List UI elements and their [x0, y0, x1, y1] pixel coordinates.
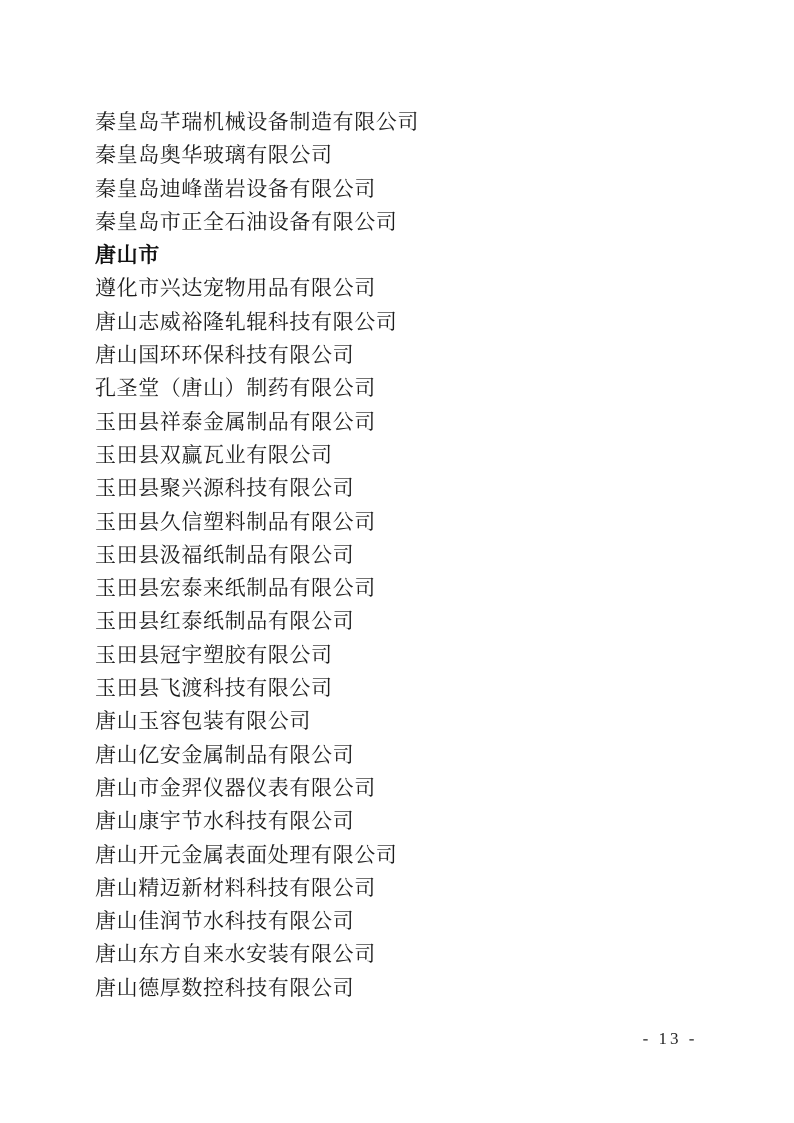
city-header: 唐山市	[95, 244, 160, 268]
company-name: 玉田县宏泰来纸制品有限公司	[95, 576, 376, 601]
company-name: 唐山国环环保科技有限公司	[95, 343, 355, 368]
company-name: 遵化市兴达宠物用品有限公司	[95, 276, 376, 301]
company-name: 玉田县聚兴源科技有限公司	[95, 476, 355, 501]
company-name: 玉田县红泰纸制品有限公司	[95, 609, 355, 634]
company-name: 唐山玉容包装有限公司	[95, 709, 311, 734]
company-name: 玉田县双赢瓦业有限公司	[95, 442, 333, 467]
company-name: 玉田县久信塑料制品有限公司	[95, 509, 376, 534]
company-name: 唐山市金羿仪器仪表有限公司	[95, 775, 376, 800]
company-name: 唐山开元金属表面处理有限公司	[95, 842, 398, 867]
company-name: 玉田县汲福纸制品有限公司	[95, 542, 355, 567]
company-name: 玉田县祥泰金属制品有限公司	[95, 409, 376, 434]
company-list	[95, 106, 715, 1005]
company-name: 玉田县飞渡科技有限公司	[95, 676, 333, 701]
company-name: 唐山佳润节水科技有限公司	[95, 909, 355, 934]
company-name: 秦皇岛市正全石油设备有限公司	[95, 209, 398, 234]
company-name: 秦皇岛奥华玻璃有限公司	[95, 143, 333, 168]
company-name: 唐山志威裕隆轧辊科技有限公司	[95, 309, 398, 334]
company-name: 唐山精迈新材料科技有限公司	[95, 875, 376, 900]
company-name: 唐山康宇节水科技有限公司	[95, 809, 355, 834]
company-name: 秦皇岛迪峰凿岩设备有限公司	[95, 176, 376, 201]
company-name: 孔圣堂（唐山）制药有限公司	[95, 376, 376, 401]
company-name: 唐山亿安金属制品有限公司	[95, 742, 355, 767]
company-name: 玉田县冠宇塑胶有限公司	[95, 642, 333, 667]
company-name: 唐山德厚数控科技有限公司	[95, 975, 355, 1000]
company-name: 唐山东方自来水安装有限公司	[95, 942, 376, 967]
page-number: - 13 -	[642, 1029, 698, 1048]
company-name: 秦皇岛芊瑞机械设备制造有限公司	[95, 110, 419, 134]
